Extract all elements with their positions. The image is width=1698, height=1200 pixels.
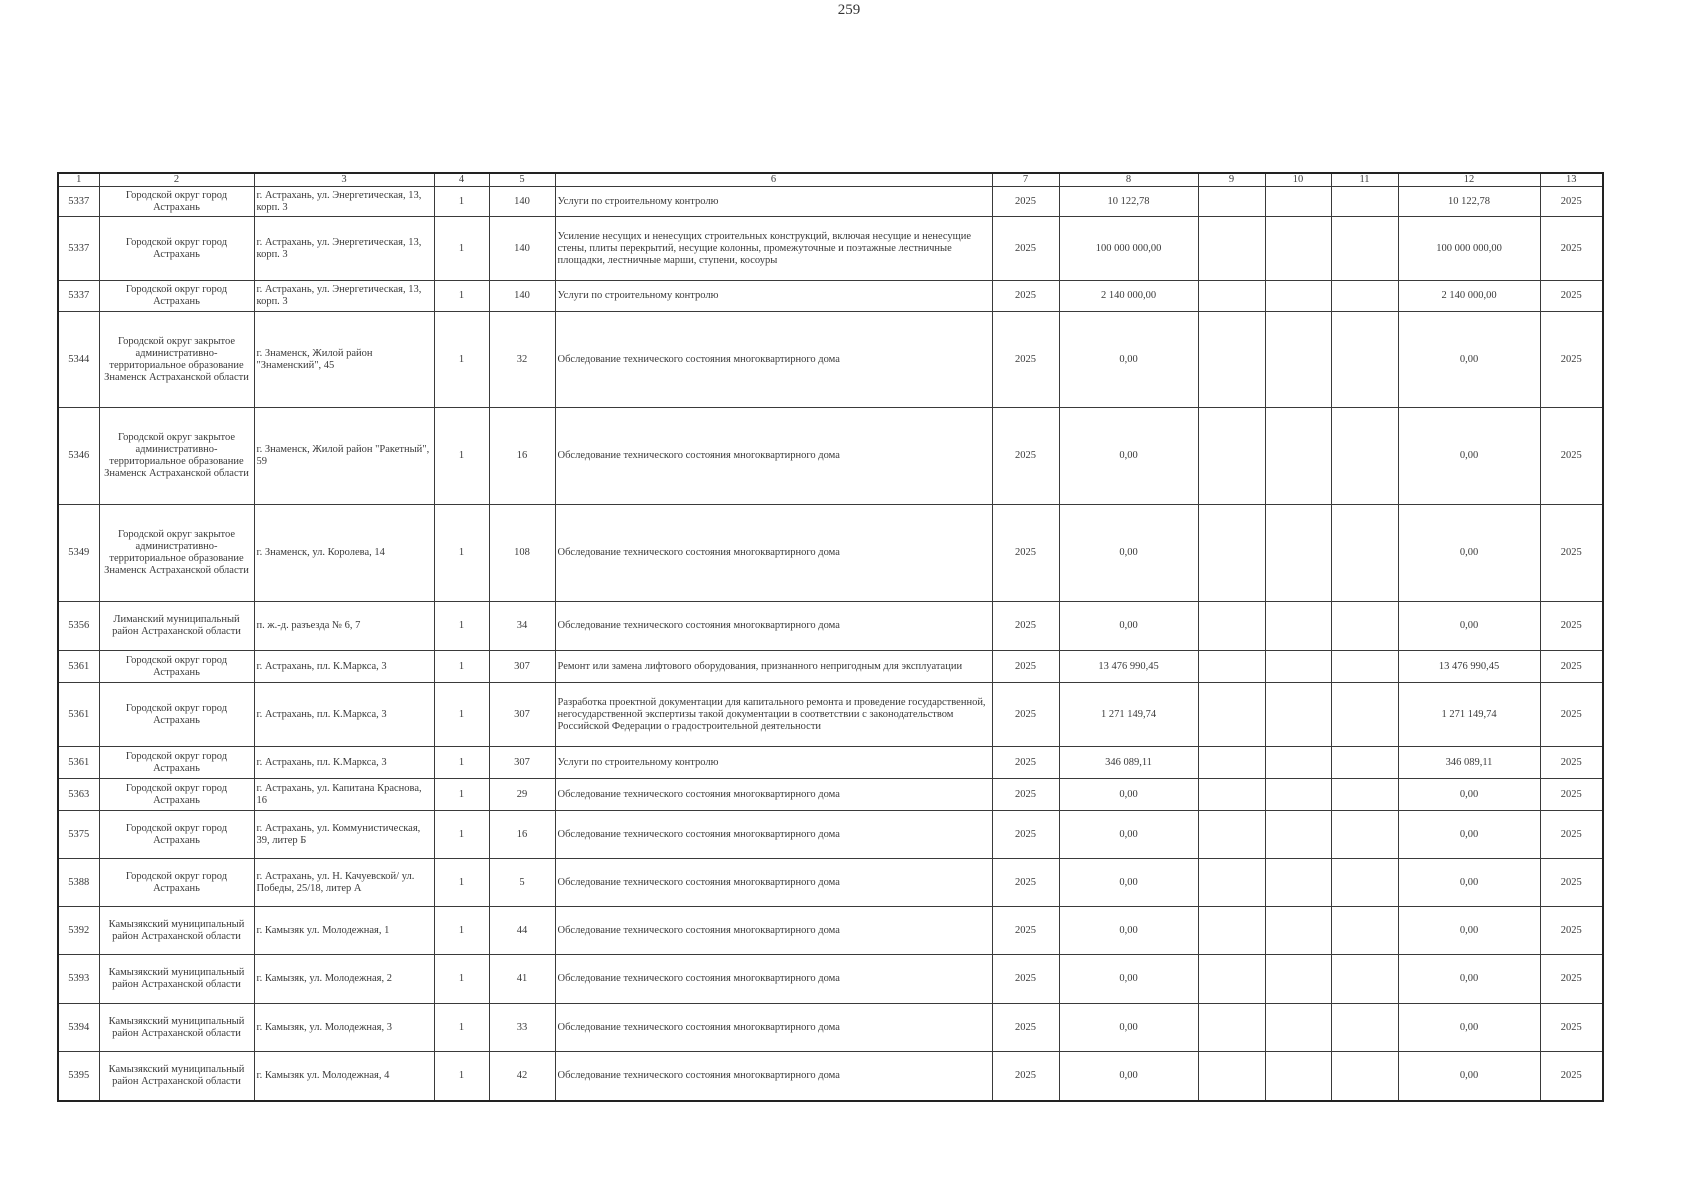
cell-year-end: 2025 xyxy=(1540,312,1603,408)
cell-year-start: 2025 xyxy=(992,505,1059,602)
column-header: 4 xyxy=(434,173,489,187)
cell-object-number: 5361 xyxy=(58,683,99,747)
cell-year-start: 2025 xyxy=(992,408,1059,505)
cell-year-end: 2025 xyxy=(1540,859,1603,907)
cell-year-end: 2025 xyxy=(1540,907,1603,955)
cell-work-type: Услуги по строительному контролю xyxy=(555,187,992,217)
cell-count: 1 xyxy=(434,602,489,651)
cell-municipality: Лиманский муниципальный район Астраханской области xyxy=(99,602,254,651)
column-header: 5 xyxy=(489,173,555,187)
table-body xyxy=(58,187,1603,1101)
cell-municipality: Камызякский муниципальный район Астраханской области xyxy=(99,955,254,1004)
cell-address: г. Астрахань, ул. Энергетическая, 13, корп. 3 xyxy=(254,217,434,281)
cell-funds-10 xyxy=(1265,217,1331,281)
cell-fund-cost: 0,00 xyxy=(1398,1052,1540,1101)
cell-funds-11 xyxy=(1331,602,1398,651)
cell-area: 140 xyxy=(489,217,555,281)
cell-funds-10 xyxy=(1265,602,1331,651)
cell-total-cost: 0,00 xyxy=(1059,1004,1198,1052)
cell-fund-cost: 0,00 xyxy=(1398,811,1540,859)
cell-count: 1 xyxy=(434,907,489,955)
cell-funds-10 xyxy=(1265,187,1331,217)
cell-year-end: 2025 xyxy=(1540,651,1603,683)
cell-count: 1 xyxy=(434,187,489,217)
cell-fund-cost: 346 089,11 xyxy=(1398,747,1540,779)
cell-year-end: 2025 xyxy=(1540,779,1603,811)
cell-year-end: 2025 xyxy=(1540,1052,1603,1101)
cell-funds-11 xyxy=(1331,683,1398,747)
cell-area: 44 xyxy=(489,907,555,955)
cell-count: 1 xyxy=(434,312,489,408)
cell-funds-11 xyxy=(1331,187,1398,217)
cell-area: 16 xyxy=(489,408,555,505)
column-header: 12 xyxy=(1398,173,1540,187)
column-header: 3 xyxy=(254,173,434,187)
cell-funds-9 xyxy=(1198,217,1265,281)
cell-year-end: 2025 xyxy=(1540,217,1603,281)
cell-address: г. Астрахань, пл. К.Маркса, 3 xyxy=(254,683,434,747)
cell-count: 1 xyxy=(434,859,489,907)
cell-year-start: 2025 xyxy=(992,281,1059,312)
cell-funds-9 xyxy=(1198,1004,1265,1052)
cell-total-cost: 0,00 xyxy=(1059,408,1198,505)
cell-count: 1 xyxy=(434,747,489,779)
cell-total-cost: 346 089,11 xyxy=(1059,747,1198,779)
cell-municipality: Городской округ город Астрахань xyxy=(99,683,254,747)
cell-area: 140 xyxy=(489,187,555,217)
table-row xyxy=(58,859,1603,907)
cell-count: 1 xyxy=(434,811,489,859)
cell-fund-cost: 0,00 xyxy=(1398,907,1540,955)
cell-work-type: Обследование технического состояния многоквартирного дома xyxy=(555,602,992,651)
cell-year-start: 2025 xyxy=(992,1004,1059,1052)
cell-fund-cost: 0,00 xyxy=(1398,1004,1540,1052)
cell-object-number: 5395 xyxy=(58,1052,99,1101)
cell-total-cost: 0,00 xyxy=(1059,907,1198,955)
cell-funds-10 xyxy=(1265,408,1331,505)
cell-funds-11 xyxy=(1331,1052,1398,1101)
cell-area: 32 xyxy=(489,312,555,408)
cell-funds-10 xyxy=(1265,651,1331,683)
cell-area: 33 xyxy=(489,1004,555,1052)
table-row xyxy=(58,281,1603,312)
cell-count: 1 xyxy=(434,1052,489,1101)
cell-year-end: 2025 xyxy=(1540,811,1603,859)
cell-funds-11 xyxy=(1331,408,1398,505)
cell-object-number: 5337 xyxy=(58,187,99,217)
cell-municipality: Городской округ закрытое административно-территориальное образование Знаменск Астраханской области xyxy=(99,408,254,505)
cell-municipality: Камызякский муниципальный район Астраханской области xyxy=(99,907,254,955)
cell-funds-9 xyxy=(1198,747,1265,779)
cell-funds-9 xyxy=(1198,505,1265,602)
cell-fund-cost: 2 140 000,00 xyxy=(1398,281,1540,312)
page-number: 259 xyxy=(837,2,861,18)
cell-year-start: 2025 xyxy=(992,312,1059,408)
cell-total-cost: 0,00 xyxy=(1059,602,1198,651)
cell-fund-cost: 1 271 149,74 xyxy=(1398,683,1540,747)
cell-object-number: 5388 xyxy=(58,859,99,907)
cell-address: г. Астрахань, ул. Капитана Краснова, 16 xyxy=(254,779,434,811)
cell-year-start: 2025 xyxy=(992,602,1059,651)
register-table xyxy=(57,172,1604,1102)
cell-funds-9 xyxy=(1198,602,1265,651)
cell-funds-9 xyxy=(1198,651,1265,683)
cell-work-type: Обследование технического состояния многоквартирного дома xyxy=(555,859,992,907)
cell-fund-cost: 13 476 990,45 xyxy=(1398,651,1540,683)
cell-funds-10 xyxy=(1265,907,1331,955)
cell-work-type: Усиление несущих и ненесущих строительных конструкций, включая несущие и ненесущие стены, плиты перекрытий, несущие колонны, промежуточные и поэтажные лестничные площадки, лестничные марши, ступени, косоуры xyxy=(555,217,992,281)
cell-fund-cost: 10 122,78 xyxy=(1398,187,1540,217)
cell-municipality: Городской округ город Астрахань xyxy=(99,651,254,683)
cell-year-start: 2025 xyxy=(992,747,1059,779)
cell-work-type: Ремонт или замена лифтового оборудования, признанного непригодным для эксплуатации xyxy=(555,651,992,683)
cell-year-start: 2025 xyxy=(992,859,1059,907)
cell-year-start: 2025 xyxy=(992,217,1059,281)
cell-municipality: Городской округ город Астрахань xyxy=(99,779,254,811)
cell-count: 1 xyxy=(434,408,489,505)
cell-count: 1 xyxy=(434,651,489,683)
cell-total-cost: 0,00 xyxy=(1059,859,1198,907)
cell-funds-10 xyxy=(1265,859,1331,907)
cell-funds-11 xyxy=(1331,747,1398,779)
cell-address: г. Знаменск, Жилой район "Ракетный", 59 xyxy=(254,408,434,505)
cell-funds-9 xyxy=(1198,312,1265,408)
cell-area: 307 xyxy=(489,683,555,747)
cell-total-cost: 0,00 xyxy=(1059,811,1198,859)
column-header: 1 xyxy=(58,173,99,187)
cell-area: 41 xyxy=(489,955,555,1004)
cell-municipality: Камызякский муниципальный район Астраханской области xyxy=(99,1052,254,1101)
table-row xyxy=(58,217,1603,281)
cell-object-number: 5349 xyxy=(58,505,99,602)
cell-funds-10 xyxy=(1265,811,1331,859)
cell-work-type: Обследование технического состояния многоквартирного дома xyxy=(555,312,992,408)
cell-object-number: 5361 xyxy=(58,651,99,683)
cell-address: г. Камызяк, ул. Молодежная, 3 xyxy=(254,1004,434,1052)
cell-count: 1 xyxy=(434,1004,489,1052)
cell-total-cost: 10 122,78 xyxy=(1059,187,1198,217)
cell-municipality: Городской округ город Астрахань xyxy=(99,217,254,281)
cell-year-end: 2025 xyxy=(1540,747,1603,779)
cell-year-start: 2025 xyxy=(992,811,1059,859)
cell-funds-9 xyxy=(1198,811,1265,859)
cell-address: п. ж.-д. разъезда № 6, 7 xyxy=(254,602,434,651)
cell-work-type: Услуги по строительному контролю xyxy=(555,747,992,779)
cell-total-cost: 13 476 990,45 xyxy=(1059,651,1198,683)
cell-funds-10 xyxy=(1265,312,1331,408)
cell-total-cost: 2 140 000,00 xyxy=(1059,281,1198,312)
cell-year-start: 2025 xyxy=(992,955,1059,1004)
cell-year-start: 2025 xyxy=(992,779,1059,811)
column-header: 9 xyxy=(1198,173,1265,187)
cell-funds-9 xyxy=(1198,779,1265,811)
cell-funds-10 xyxy=(1265,281,1331,312)
cell-funds-11 xyxy=(1331,281,1398,312)
cell-funds-9 xyxy=(1198,683,1265,747)
cell-work-type: Разработка проектной документации для капитального ремонта и проведение государственной, негосударственной экспертизы такой документации в соответствии с законодательством Российской Федерации о градостроительной деятельности xyxy=(555,683,992,747)
table-row xyxy=(58,187,1603,217)
table-row xyxy=(58,651,1603,683)
cell-area: 42 xyxy=(489,1052,555,1101)
cell-address: г. Астрахань, ул. Энергетическая, 13, корп. 3 xyxy=(254,187,434,217)
cell-total-cost: 1 271 149,74 xyxy=(1059,683,1198,747)
cell-municipality: Городской округ город Астрахань xyxy=(99,859,254,907)
cell-object-number: 5392 xyxy=(58,907,99,955)
cell-funds-10 xyxy=(1265,1004,1331,1052)
cell-object-number: 5361 xyxy=(58,747,99,779)
column-header: 8 xyxy=(1059,173,1198,187)
cell-object-number: 5363 xyxy=(58,779,99,811)
cell-total-cost: 0,00 xyxy=(1059,779,1198,811)
cell-funds-10 xyxy=(1265,1052,1331,1101)
cell-area: 34 xyxy=(489,602,555,651)
cell-fund-cost: 100 000 000,00 xyxy=(1398,217,1540,281)
cell-funds-11 xyxy=(1331,505,1398,602)
cell-count: 1 xyxy=(434,217,489,281)
cell-funds-10 xyxy=(1265,779,1331,811)
cell-year-start: 2025 xyxy=(992,1052,1059,1101)
cell-municipality: Камызякский муниципальный район Астраханской области xyxy=(99,1004,254,1052)
cell-work-type: Обследование технического состояния многоквартирного дома xyxy=(555,955,992,1004)
cell-object-number: 5393 xyxy=(58,955,99,1004)
cell-address: г. Астрахань, ул. Коммунистическая, 39, литер Б xyxy=(254,811,434,859)
cell-address: г. Астрахань, ул. Н. Качуевской/ ул. Победы, 25/18, литер А xyxy=(254,859,434,907)
cell-work-type: Обследование технического состояния многоквартирного дома xyxy=(555,1004,992,1052)
column-header: 2 xyxy=(99,173,254,187)
cell-work-type: Обследование технического состояния многоквартирного дома xyxy=(555,408,992,505)
table-row xyxy=(58,683,1603,747)
cell-fund-cost: 0,00 xyxy=(1398,955,1540,1004)
cell-fund-cost: 0,00 xyxy=(1398,602,1540,651)
cell-funds-9 xyxy=(1198,408,1265,505)
cell-object-number: 5344 xyxy=(58,312,99,408)
cell-funds-11 xyxy=(1331,811,1398,859)
cell-municipality: Городской округ город Астрахань xyxy=(99,811,254,859)
table-row xyxy=(58,602,1603,651)
cell-funds-9 xyxy=(1198,1052,1265,1101)
column-header: 6 xyxy=(555,173,992,187)
cell-year-end: 2025 xyxy=(1540,187,1603,217)
cell-municipality: Городской округ город Астрахань xyxy=(99,187,254,217)
cell-total-cost: 0,00 xyxy=(1059,312,1198,408)
cell-address: г. Камызяк, ул. Молодежная, 2 xyxy=(254,955,434,1004)
table-row xyxy=(58,312,1603,408)
cell-year-end: 2025 xyxy=(1540,281,1603,312)
cell-year-start: 2025 xyxy=(992,187,1059,217)
cell-count: 1 xyxy=(434,281,489,312)
cell-municipality: Городской округ закрытое административно-территориальное образование Знаменск Астраханской области xyxy=(99,505,254,602)
cell-object-number: 5337 xyxy=(58,217,99,281)
cell-year-start: 2025 xyxy=(992,651,1059,683)
cell-address: г. Астрахань, ул. Энергетическая, 13, корп. 3 xyxy=(254,281,434,312)
column-header: 7 xyxy=(992,173,1059,187)
cell-object-number: 5337 xyxy=(58,281,99,312)
column-number-row xyxy=(58,173,1603,187)
cell-year-end: 2025 xyxy=(1540,955,1603,1004)
cell-area: 140 xyxy=(489,281,555,312)
cell-area: 5 xyxy=(489,859,555,907)
cell-area: 307 xyxy=(489,747,555,779)
cell-count: 1 xyxy=(434,955,489,1004)
table-row xyxy=(58,907,1603,955)
cell-count: 1 xyxy=(434,505,489,602)
cell-object-number: 5394 xyxy=(58,1004,99,1052)
cell-work-type: Обследование технического состояния многоквартирного дома xyxy=(555,1052,992,1101)
cell-fund-cost: 0,00 xyxy=(1398,859,1540,907)
cell-area: 108 xyxy=(489,505,555,602)
cell-address: г. Астрахань, пл. К.Маркса, 3 xyxy=(254,747,434,779)
cell-funds-9 xyxy=(1198,187,1265,217)
cell-object-number: 5346 xyxy=(58,408,99,505)
cell-funds-11 xyxy=(1331,1004,1398,1052)
cell-year-end: 2025 xyxy=(1540,602,1603,651)
cell-funds-11 xyxy=(1331,779,1398,811)
cell-fund-cost: 0,00 xyxy=(1398,779,1540,811)
cell-address: г. Камызяк ул. Молодежная, 1 xyxy=(254,907,434,955)
cell-funds-11 xyxy=(1331,955,1398,1004)
cell-work-type: Услуги по строительному контролю xyxy=(555,281,992,312)
cell-total-cost: 0,00 xyxy=(1059,1052,1198,1101)
cell-work-type: Обследование технического состояния многоквартирного дома xyxy=(555,811,992,859)
cell-funds-11 xyxy=(1331,217,1398,281)
table-row xyxy=(58,811,1603,859)
cell-area: 29 xyxy=(489,779,555,811)
cell-municipality: Городской округ закрытое административно-территориальное образование Знаменск Астраханской области xyxy=(99,312,254,408)
table-row xyxy=(58,1004,1603,1052)
cell-area: 307 xyxy=(489,651,555,683)
column-header: 11 xyxy=(1331,173,1398,187)
cell-funds-9 xyxy=(1198,859,1265,907)
cell-funds-9 xyxy=(1198,955,1265,1004)
cell-year-end: 2025 xyxy=(1540,1004,1603,1052)
cell-funds-11 xyxy=(1331,907,1398,955)
cell-year-start: 2025 xyxy=(992,907,1059,955)
column-header: 10 xyxy=(1265,173,1331,187)
cell-address: г. Знаменск, Жилой район "Знаменский", 45 xyxy=(254,312,434,408)
cell-funds-11 xyxy=(1331,651,1398,683)
cell-count: 1 xyxy=(434,683,489,747)
cell-address: г. Знаменск, ул. Королева, 14 xyxy=(254,505,434,602)
cell-object-number: 5356 xyxy=(58,602,99,651)
cell-total-cost: 100 000 000,00 xyxy=(1059,217,1198,281)
cell-year-end: 2025 xyxy=(1540,505,1603,602)
cell-municipality: Городской округ город Астрахань xyxy=(99,747,254,779)
cell-work-type: Обследование технического состояния многоквартирного дома xyxy=(555,779,992,811)
table-row xyxy=(58,408,1603,505)
cell-total-cost: 0,00 xyxy=(1059,955,1198,1004)
cell-work-type: Обследование технического состояния многоквартирного дома xyxy=(555,505,992,602)
cell-year-start: 2025 xyxy=(992,683,1059,747)
table-row xyxy=(58,505,1603,602)
cell-object-number: 5375 xyxy=(58,811,99,859)
table-row xyxy=(58,1052,1603,1101)
cell-municipality: Городской округ город Астрахань xyxy=(99,281,254,312)
cell-work-type: Обследование технического состояния многоквартирного дома xyxy=(555,907,992,955)
cell-count: 1 xyxy=(434,779,489,811)
cell-funds-9 xyxy=(1198,281,1265,312)
cell-funds-10 xyxy=(1265,747,1331,779)
cell-funds-9 xyxy=(1198,907,1265,955)
table-row xyxy=(58,955,1603,1004)
cell-year-end: 2025 xyxy=(1540,408,1603,505)
cell-funds-10 xyxy=(1265,505,1331,602)
cell-funds-11 xyxy=(1331,312,1398,408)
cell-funds-10 xyxy=(1265,683,1331,747)
cell-area: 16 xyxy=(489,811,555,859)
cell-address: г. Камызяк ул. Молодежная, 4 xyxy=(254,1052,434,1101)
cell-funds-10 xyxy=(1265,955,1331,1004)
cell-fund-cost: 0,00 xyxy=(1398,408,1540,505)
cell-total-cost: 0,00 xyxy=(1059,505,1198,602)
cell-address: г. Астрахань, пл. К.Маркса, 3 xyxy=(254,651,434,683)
column-header: 13 xyxy=(1540,173,1603,187)
cell-fund-cost: 0,00 xyxy=(1398,312,1540,408)
cell-year-end: 2025 xyxy=(1540,683,1603,747)
table-row xyxy=(58,747,1603,779)
table-row xyxy=(58,779,1603,811)
cell-funds-11 xyxy=(1331,859,1398,907)
cell-fund-cost: 0,00 xyxy=(1398,505,1540,602)
